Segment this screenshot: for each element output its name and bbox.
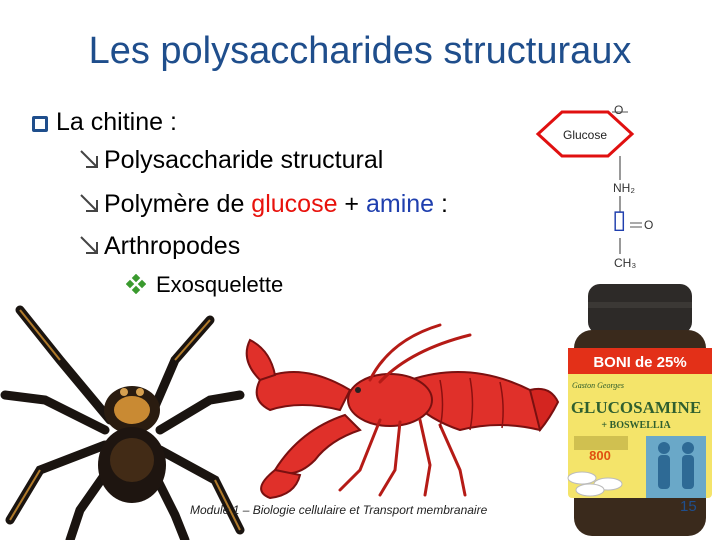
- exosquelette-label: Exosquelette: [156, 272, 284, 297]
- sub-bullet-polymere: [78, 190, 448, 219]
- arrow-bullet-icon: [78, 148, 102, 170]
- jar-brand-text: Gaston Georges: [572, 381, 624, 390]
- sub-sub-bullet-exosquelette: [126, 272, 283, 298]
- footer-text: Module 1 – Biologie cellulaire et Transport membranaire: [190, 503, 488, 517]
- colon: :: [434, 190, 448, 218]
- glucose-word: glucose: [251, 190, 338, 218]
- bullet-chitine: [32, 108, 177, 137]
- lobster-image: [240, 320, 560, 500]
- nh2-label: NH₂: [613, 181, 635, 195]
- oxygen-right-label: O: [644, 218, 654, 232]
- arrow-bullet-icon: [78, 192, 102, 214]
- jar-promo-text: BONI de 25%: [593, 354, 687, 371]
- page-number: 15: [680, 498, 697, 515]
- slide-title: Les polysaccharides structuraux: [88, 30, 632, 72]
- oxygen-top-label: O: [614, 103, 624, 117]
- checkbox-bullet-icon: [32, 116, 48, 132]
- bullet-chitine-label: La chitine :: [56, 108, 177, 136]
- glucose-ring-label: Glucose: [562, 128, 608, 142]
- chitin-structure-diagram: [528, 100, 678, 275]
- jar-product-line1: GLUCOSAMINE: [570, 398, 702, 417]
- amine-word: amine: [365, 190, 435, 218]
- arrow-bullet-icon: [78, 234, 102, 256]
- sub-bullet-polysaccharide: [78, 146, 383, 175]
- sub-bullet-polysaccharide-label: Polysaccharide structural: [104, 146, 384, 174]
- plus-sign: +: [337, 190, 366, 218]
- sub-bullet-arthropodes: [78, 232, 240, 261]
- polymere-prefix: Polymère de: [104, 190, 252, 218]
- placeholder-glyph: ▯: [612, 205, 627, 235]
- sub-bullet-arthropodes-label: Arthropodes: [104, 232, 241, 260]
- jar-dose-text: 800: [589, 448, 611, 463]
- ch3-label: CH₃: [614, 256, 637, 270]
- diamond-bullet-icon: [126, 274, 146, 294]
- jar-product-line2: + BOSWELLIA: [601, 420, 671, 431]
